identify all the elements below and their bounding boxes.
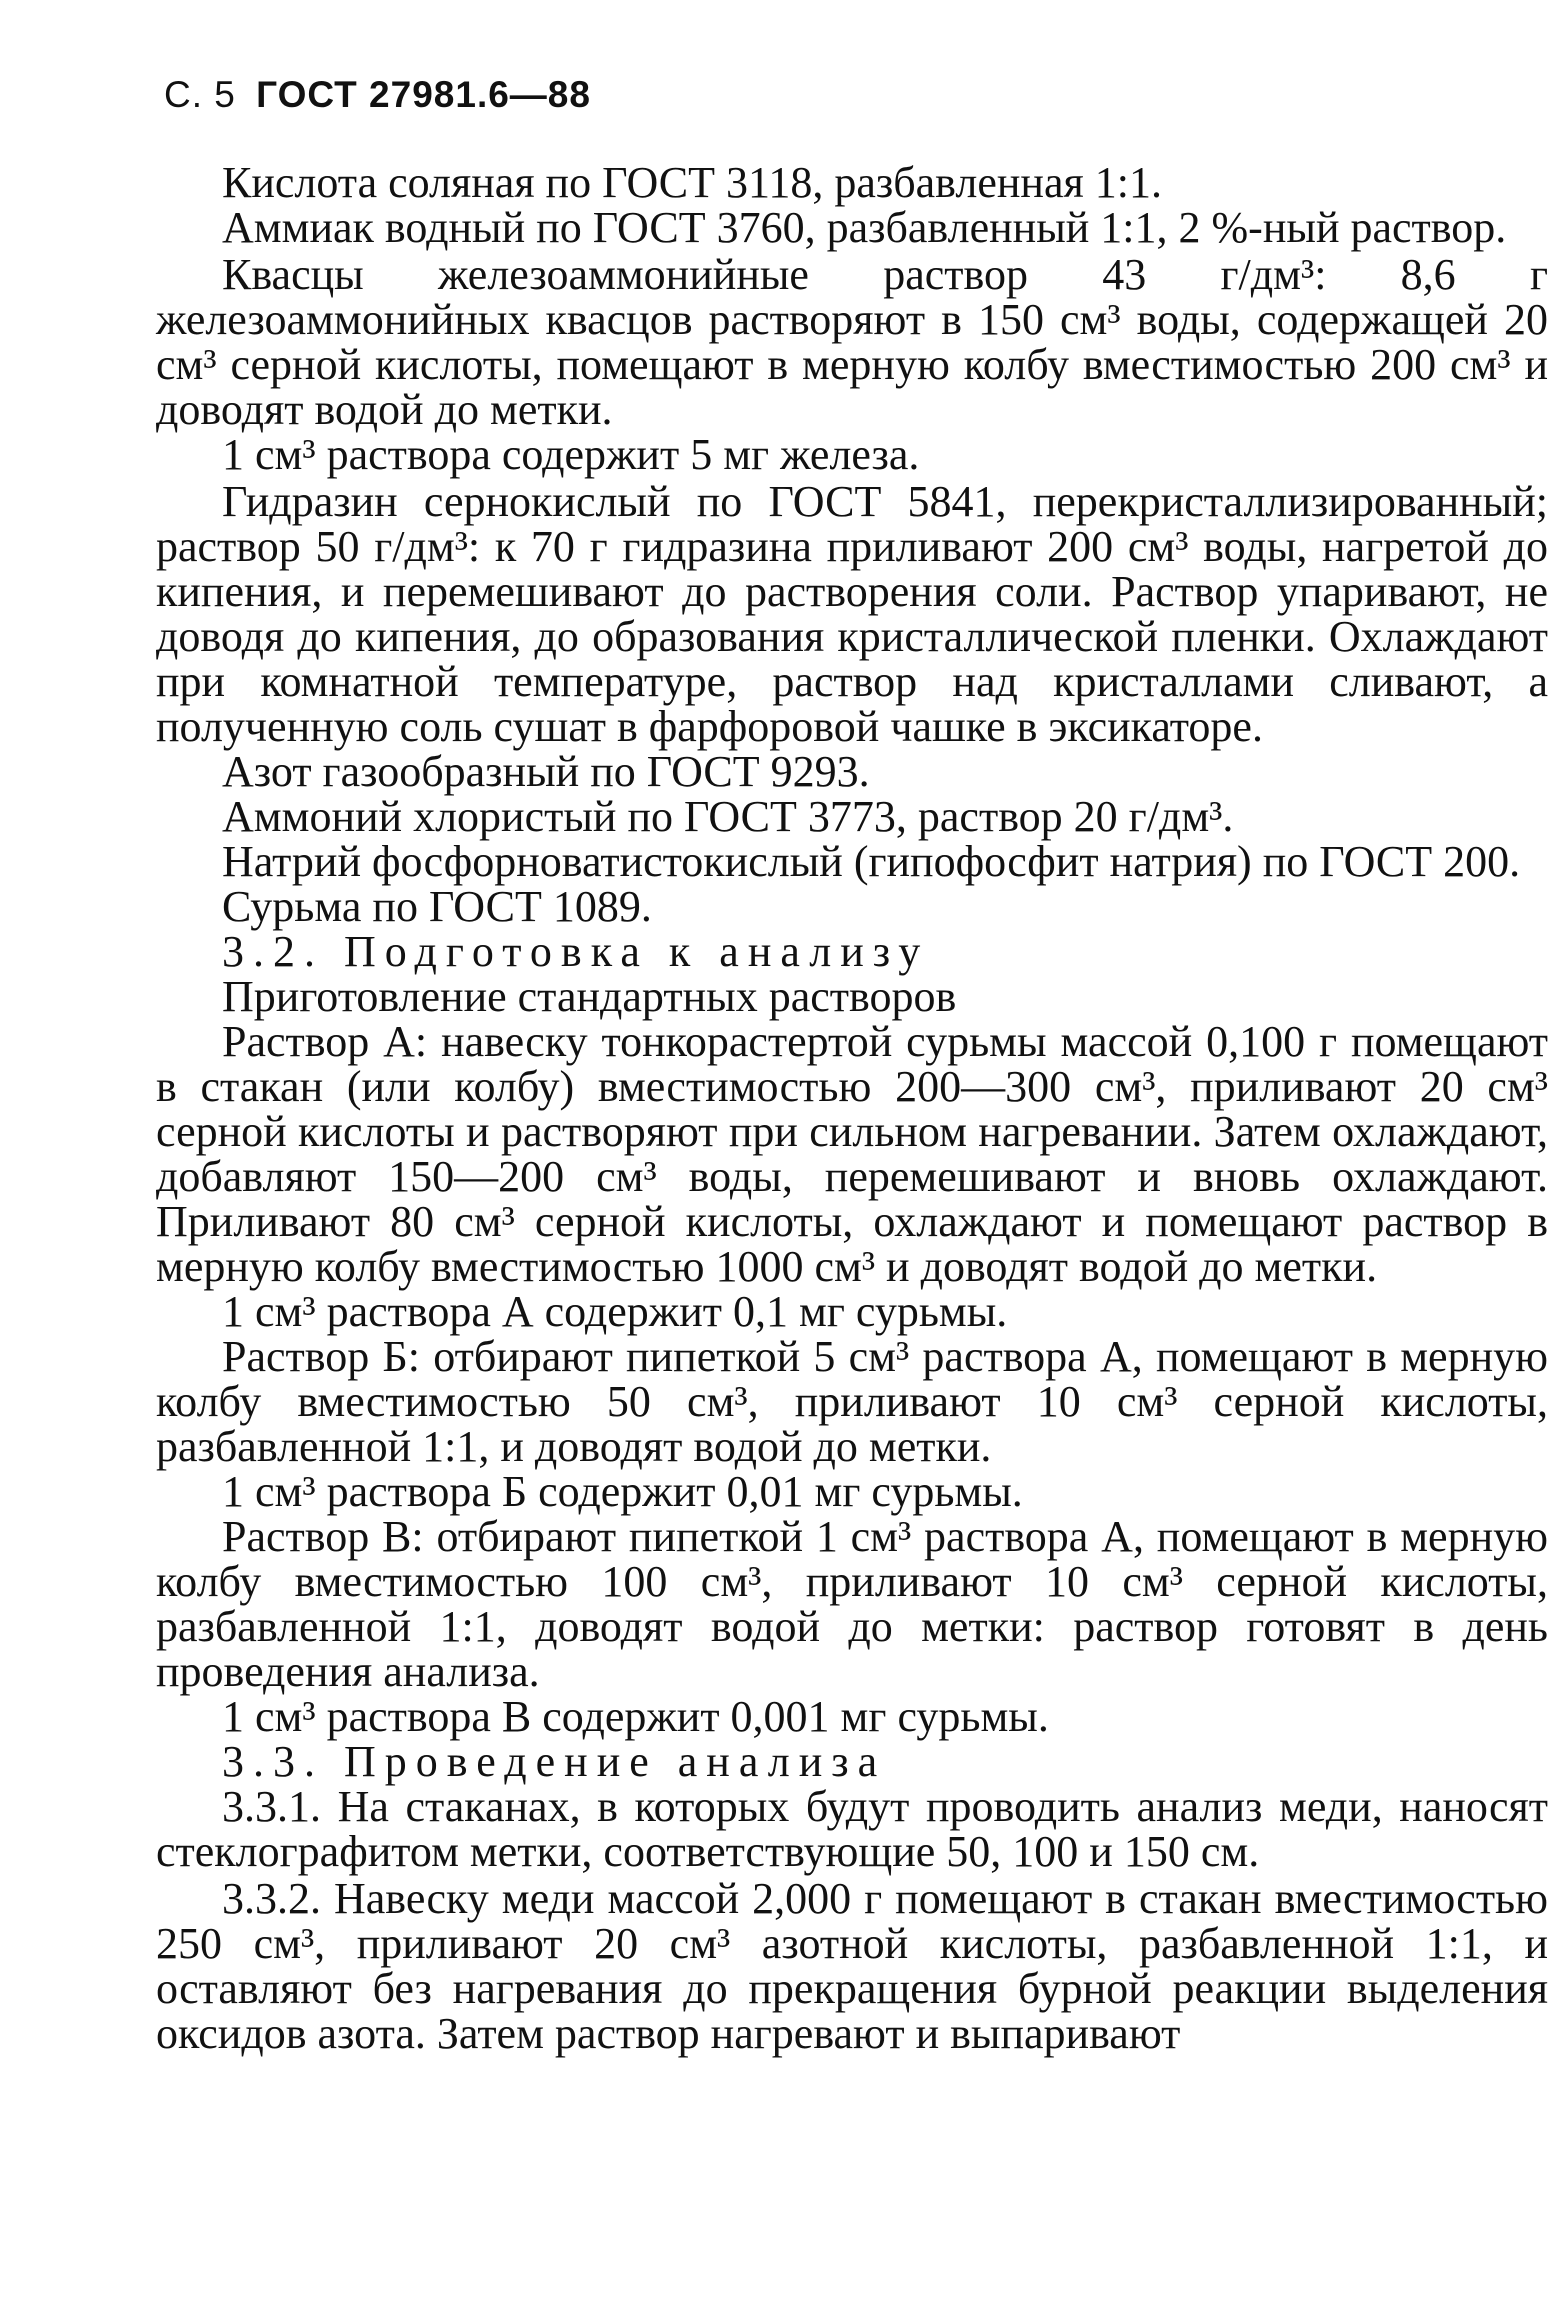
paragraph-solution-b: Раствор Б: отбирают пипеткой 5 см³ раствора А, помещают в мерную колбу вместимостью 50 см³, приливают 10 см³ серной кислоты, разбавленной 1:1, и доводят водой до метки. bbox=[156, 1332, 1548, 1471]
paragraph-nitrogen: Азот газообразный по ГОСТ 9293. bbox=[222, 747, 870, 796]
paragraph-solution-v: Раствор В: отбирают пипеткой 1 см³ раствора А, помещают в мерную колбу вместимостью 100 см³, приливают 10 см³ серной кислоты, разбавленной 1:1, доводят водой до метки: раствор готовят в день проведения анализа. bbox=[156, 1512, 1548, 1696]
standard-number: ГОСТ 27981.6—88 bbox=[256, 74, 591, 115]
subsection-title-standard-solutions: Приготовление стандартных растворов bbox=[222, 972, 957, 1021]
paragraph-iron-content: 1 см³ раствора содержит 5 мг железа. bbox=[222, 430, 920, 479]
section-title-analysis: 3.3. Проведение анализа bbox=[222, 1737, 887, 1786]
paragraph-iron-alum: Квасцы железоаммонийные раствор 43 г/дм³: 8,6 г железоаммонийных квасцов растворяют в 150 см³ воды, содержащей 20 см³ серной кислоты, помещают в мерную колбу вместимостью 200 см³ и доводят водой до метки. bbox=[156, 250, 1548, 434]
paragraph-hydrazine: Гидразин сернокислый по ГОСТ 5841, перекристаллизированный; раствор 50 г/дм³: к 70 г гидразина приливают 200 см³ воды, нагретой до кипения, и перемешивают до растворения соли. Раствор упаривают, не доводя до кипения, до образования кристаллической пленки. Охлаждают при комнатной температуре, раствор над кристаллами сливают, а полученную соль сушат в фарфоровой чашке в эксикаторе. bbox=[156, 477, 1548, 751]
paragraph-ammonium-chloride: Аммоний хлористый по ГОСТ 3773, раствор 20 г/дм³. bbox=[222, 792, 1234, 841]
document-body bbox=[156, 160, 1548, 2056]
paragraph-hydrochloric-acid: Кислота соляная по ГОСТ 3118, разбавленная 1:1. bbox=[222, 158, 1162, 207]
paragraph-antimony: Сурьма по ГОСТ 1089. bbox=[222, 882, 652, 931]
paragraph-3-3-2: 3.3.2. Навеску меди массой 2,000 г помещают в стакан вместимостью 250 см³, приливают 20 см³ азотной кислоты, разбавленной 1:1, и оставляют без нагревания до прекращения бурной реакции выделения оксидов азота. Затем раствор нагревают и выпаривают bbox=[156, 1874, 1548, 2058]
paragraph-solution-a: Раствор А: навеску тонкорастертой сурьмы массой 0,100 г помещают в стакан (или колбу) вместимостью 200—300 см³, приливают 20 см³ серной кислоты и растворяют при сильном нагревании. Затем охлаждают, добавляют 150—200 см³ воды, перемешивают и вновь охлаждают. Приливают 80 см³ серной кислоты, охлаждают и помещают раствор в мерную колбу вместимостью 1000 см³ и доводят водой до метки. bbox=[156, 1017, 1548, 1291]
paragraph-solution-a-content: 1 см³ раствора А содержит 0,1 мг сурьмы. bbox=[222, 1287, 1008, 1336]
paragraph-solution-b-content: 1 см³ раствора Б содержит 0,01 мг сурьмы. bbox=[222, 1467, 1023, 1516]
page-header bbox=[164, 74, 591, 117]
paragraph-3-3-1: 3.3.1. На стаканах, в которых будут проводить анализ меди, наносят стеклографитом метки, соответствующие 50, 100 и 150 см. bbox=[156, 1782, 1548, 1876]
paragraph-ammonia: Аммиак водный по ГОСТ 3760, разбавленный 1:1, 2 %-ный раствор. bbox=[222, 203, 1507, 252]
section-title-preparation: 3.2. Подготовка к анализу bbox=[222, 927, 930, 976]
page-number: С. 5 bbox=[164, 74, 236, 115]
paragraph-sodium-hypophosphite: Натрий фосфорноватистокислый (гипофосфит натрия) по ГОСТ 200. bbox=[222, 837, 1521, 886]
paragraph-solution-v-content: 1 см³ раствора В содержит 0,001 мг сурьмы. bbox=[222, 1692, 1049, 1741]
